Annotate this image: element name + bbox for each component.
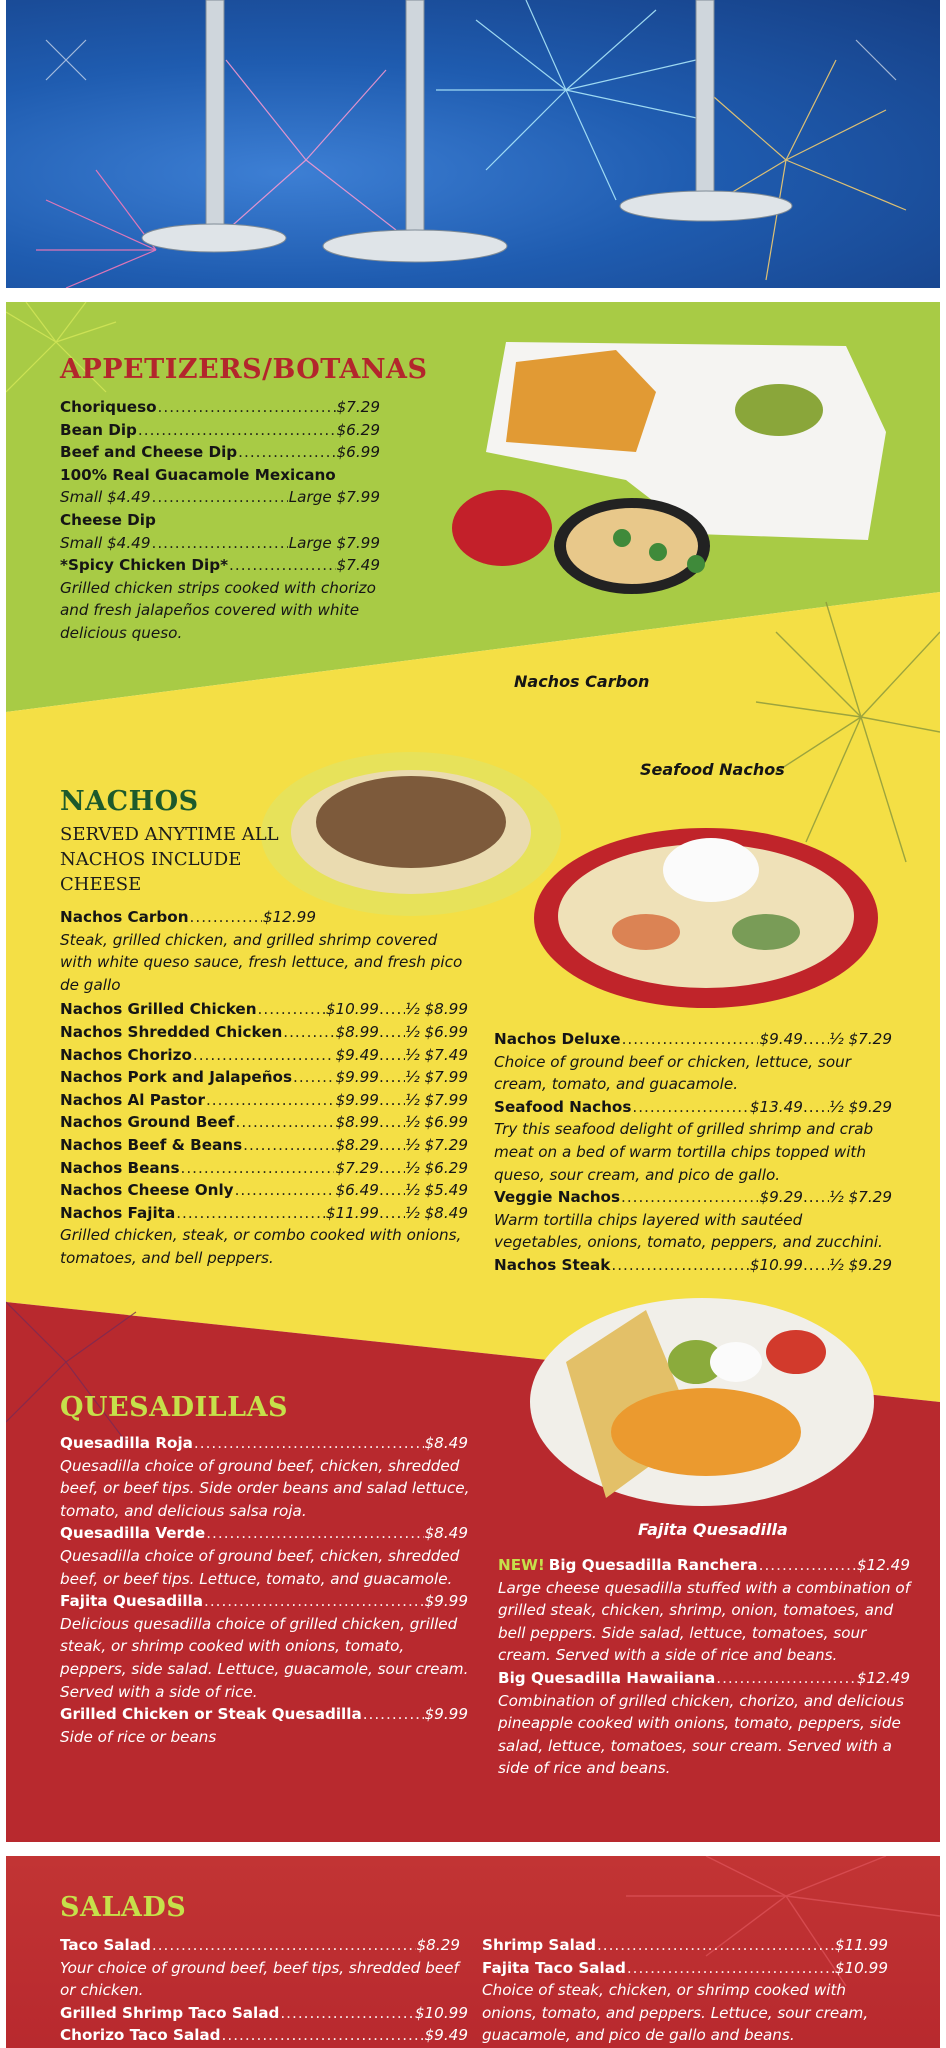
nachos-left-list xyxy=(60,906,470,1270)
nachos-subtitle: SERVED ANYTIME ALL NACHOS INCLUDE CHEESE xyxy=(60,824,279,895)
appetizers-list xyxy=(60,396,380,645)
seafood-nachos-photo xyxy=(534,828,878,1008)
hero-banner xyxy=(6,0,940,288)
menu-item-description: Warm tortilla chips layered with sautéed vegetables, onions, tomato, peppers, and zucchini. xyxy=(494,1210,883,1252)
menu-item-description: Your choice of ground beef, beef tips, shredded beef or chicken. xyxy=(60,1958,459,2000)
menu-item: Bean Dip ..... $6.29 xyxy=(60,419,380,442)
menu-item: Cheese Dip xyxy=(60,510,156,529)
menu-item-description: Steak, grilled chicken, and grilled shrimp covered with white queso sauce, fresh lettuce, and fresh pico de gallo xyxy=(60,930,463,994)
menu-item: Fajita Taco Salad ..... $10.99 xyxy=(482,1957,888,1980)
menu-item: Quesadilla Roja ..... $8.49 xyxy=(60,1432,468,1455)
menu-item: Beef and Cheese Dip ..... $6.99 xyxy=(60,441,380,464)
menu-item: Nachos Fajita ..... $11.99 ..... ½ $8.49 xyxy=(60,1202,468,1225)
menu-item-description: Try this seafood delight of grilled shrimp and crab meat on a bed of warm tortilla chips topped with queso, sour cream, and pico de gallo. xyxy=(494,1120,874,1184)
menu-item: Nachos Carbon ..... $12.99 xyxy=(60,906,316,929)
menu-item: Veggie Nachos ..... $9.29 ..... ½ $7.29 xyxy=(494,1186,892,1209)
menu-item-sizes: Small $4.49 ..... Large $7.99 xyxy=(60,532,380,555)
menu-item: Quesadilla Verde ..... $8.49 xyxy=(60,1522,468,1545)
quesadillas-left-list xyxy=(60,1432,470,1748)
menu-item-description: Choice of ground beef or chicken, lettuce, sour cream, tomato, and guacamole. xyxy=(494,1052,851,1094)
menu-item: Nachos Beans ..... $7.29 ..... ½ $6.29 xyxy=(60,1157,468,1180)
menu-item: Grilled Shrimp Taco Salad ..... $10.99 xyxy=(60,2002,468,2025)
menu-item: Nachos Shredded Chicken ..... $8.99 ..... ½ $6.99 xyxy=(60,1021,468,1044)
menu-item-description: Choice of steak, chicken, or shrimp cooked with onions, tomato, and peppers. Lettuce, sour cream, guacamole, and pico de gallo and beans. xyxy=(482,1981,869,2045)
menu-item-sizes: Small $4.49 ..... Large $7.99 xyxy=(60,486,380,509)
fajita-quesadilla-caption: Fajita Quesadilla xyxy=(638,1520,788,1539)
menu-item: Nachos Ground Beef ..... $8.99 ..... ½ $6.99 xyxy=(60,1111,468,1134)
menu-item: Choriqueso ..... $7.29 xyxy=(60,396,380,419)
menu-item: NEW! Big Quesadilla Ranchera ..... $12.49 xyxy=(498,1554,910,1577)
menu-item: Shrimp Salad ..... $11.99 xyxy=(482,1934,888,1957)
menu-page xyxy=(6,302,940,1842)
seafood-nachos-caption: Seafood Nachos xyxy=(640,760,785,779)
salads-right-list xyxy=(482,1934,894,2047)
nachos-carbon-caption: Nachos Carbon xyxy=(514,672,650,691)
nachos-title: NACHOS xyxy=(60,786,199,817)
menu-item-description: Side of rice or beans xyxy=(60,1727,217,1746)
fajita-quesadilla-photo xyxy=(530,1298,874,1506)
menu-item-description: Combination of grilled chicken, chorizo, and delicious pineapple cooked with onions, tomato, peppers, side salad, lettuce, tomatoes, sour cream. Served with a side of rice and beans. xyxy=(498,1691,905,1778)
salads-section xyxy=(6,1856,940,2048)
fireworks-glasses-illustration xyxy=(6,0,940,288)
menu-item-description: Quesadilla choice of ground beef, chicken, shredded beef, or beef tips. Lettuce, tomato, and guacamole. xyxy=(60,1546,460,1588)
salads-left-list xyxy=(60,1934,472,2047)
menu-item: Chorizo Taco Salad ..... $9.49 xyxy=(60,2024,468,2047)
salads-title: SALADS xyxy=(60,1892,187,1923)
menu-item-description: Grilled chicken strips cooked with chorizo and fresh jalapeños covered with white delicious queso. xyxy=(60,578,376,642)
menu-item: Nachos Pork and Jalapeños ..... $9.99 ..... ½ $7.99 xyxy=(60,1066,468,1089)
menu-item: Nachos Al Pastor ..... $9.99 ..... ½ $7.99 xyxy=(60,1089,468,1112)
menu-item: Nachos Chorizo ..... $9.49 ..... ½ $7.49 xyxy=(60,1044,468,1067)
menu-item-description: Grilled chicken, steak, or combo cooked with onions, tomatoes, and bell peppers. xyxy=(60,1226,462,1267)
nachos-right-list xyxy=(494,1028,894,1277)
menu-item-description: Delicious quesadilla choice of grilled chicken, grilled steak, or shrimp cooked with onions, tomato, peppers, side salad. Lettuce, guacamole, sour cream. Served with a side of rice. xyxy=(60,1614,469,1701)
menu-item: Nachos Grilled Chicken ..... $10.99 ..... ½ $8.99 xyxy=(60,998,468,1021)
menu-item: Nachos Beef & Beans ..... $8.29 ..... ½ $7.29 xyxy=(60,1134,468,1157)
new-badge: NEW! xyxy=(498,1556,545,1574)
menu-item: *Spicy Chicken Dip* ..... $7.49 xyxy=(60,554,380,577)
menu-item: Seafood Nachos ..... $13.49 ..... ½ $9.29 xyxy=(494,1096,892,1119)
menu-item: Nachos Cheese Only ..... $6.49 ..... ½ $5.49 xyxy=(60,1179,468,1202)
menu-item: Taco Salad ..... $8.29 xyxy=(60,1934,460,1957)
menu-item: Grilled Chicken or Steak Quesadilla ..... $9.99 xyxy=(60,1703,468,1726)
menu-item-description: Large cheese quesadilla stuffed with a combination of grilled steak, chicken, shrimp, onion, tomatoes, and bell peppers. Side salad, lettuce, tomatoes, sour cream. Served with a side of rice and beans. xyxy=(498,1578,911,1665)
menu-item-description: Quesadilla choice of ground beef, chicken, shredded beef, or beef tips. Side order beans and salad lettuce, tomato, and delicious salsa roja. xyxy=(60,1456,470,1520)
menu-item: Big Quesadilla Hawaiiana ..... $12.49 xyxy=(498,1667,910,1690)
menu-item: Nachos Deluxe ..... $9.49 ..... ½ $7.29 xyxy=(494,1028,892,1051)
menu-item: Fajita Quesadilla ..... $9.99 xyxy=(60,1590,468,1613)
quesadillas-title: QUESADILLAS xyxy=(60,1392,289,1423)
menu-item: Nachos Steak ..... $10.99 ..... ½ $9.29 xyxy=(494,1254,892,1277)
menu-item: 100% Real Guacamole Mexicano xyxy=(60,465,336,484)
appetizers-title: APPETIZERS/BOTANAS xyxy=(60,354,428,385)
quesadillas-right-list xyxy=(498,1554,912,1780)
